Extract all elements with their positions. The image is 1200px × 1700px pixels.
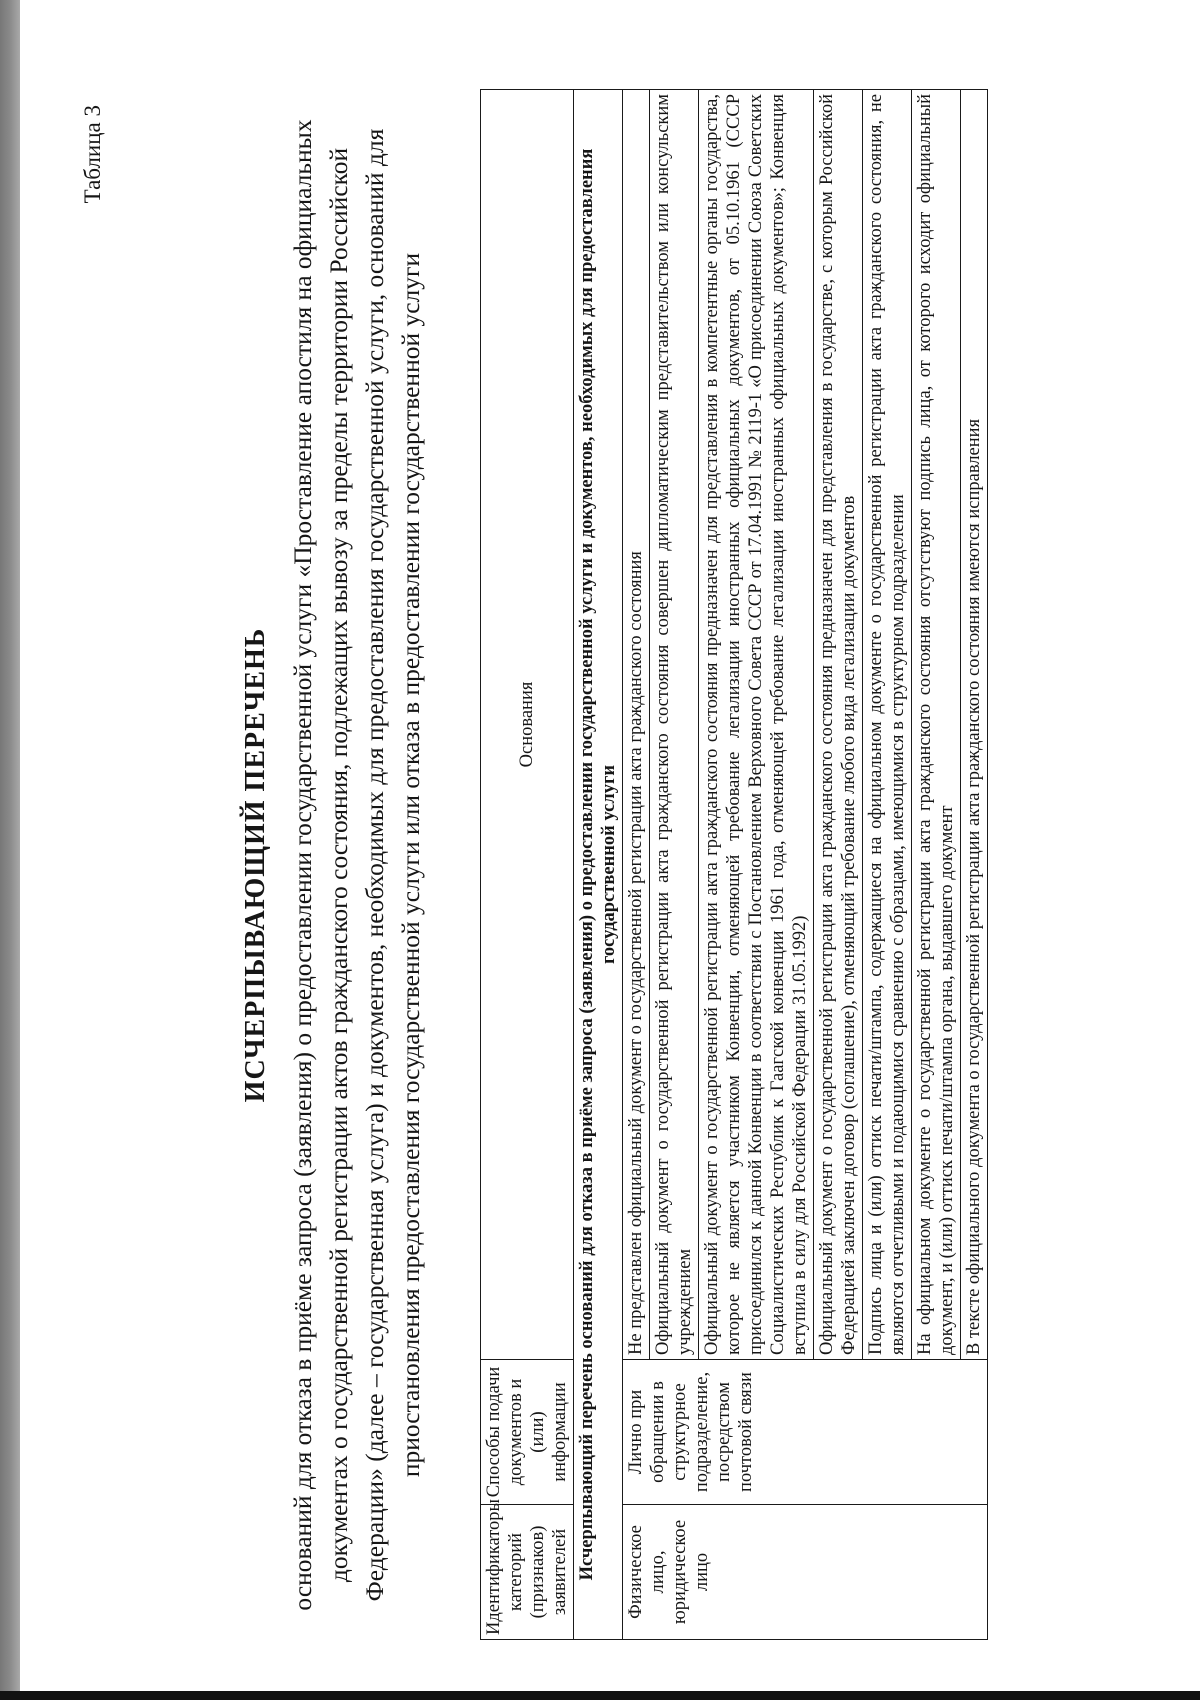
ground-item: Официальный документ о государственной регистрации акта гражданского состояния предназначен для представления в компетентные органы государства, которое не является участником Конвенции, отменяющей требование легализации иностранных официальных документов, от 05.10.1961 (СССР присоединился к данной Конвенции в соответствии с Постановлением Верховного Совета СССР от 17.04.1991 № 2119-1 «О присоединении Союза Советских Социалистических Республик к Гаагской конвенции 1961 года, отменяющей требование легализации иностранных официальных документов»; Конвенция вступила в силу для Российской Федерации 31.05.1992) (699, 90, 814, 1360)
grounds-table (480, 89, 988, 1640)
ground-item: Подпись лица и (или) оттиск печати/штампа, содержащиеся на официальном документе о государственной регистрации акта гражданского состояния, не являются отчетливыми и подающимися сравнению с образцами, имеющимися в структурном подразделении (863, 90, 912, 1360)
ground-item: В тексте официального документа о государственной регистрации акта гражданского состояния имеются исправления (961, 90, 988, 1360)
table-header-row (481, 90, 574, 1640)
header-applicant-id: Идентификаторы категорий (признаков) заявителей (481, 1505, 574, 1640)
ground-item: На официальном документе о государственной регистрации акта гражданского состояния отсутствуют подпись лица, от которого исходит официальный документ, и (или) оттиск печати/штампа органа, выдавшего документ (912, 90, 961, 1360)
submission-method-cell: Лично при обращении в структурное подразделение, посредством почтовой связи (623, 1360, 988, 1505)
ground-item: Официальный документ о государственной регистрации акта гражданского состояния совершен дипломатическим представительством или консульским учреждением (650, 90, 699, 1360)
scanner-edge-left (0, 0, 20, 1700)
header-grounds: Основания (481, 90, 574, 1360)
ground-item: Официальный документ о государственной регистрации акта гражданского состояния предназначен для представления в государстве, с которым Российской Федерацией заключен договор (соглашение), отменяющий требование любого вида легализации документов (814, 90, 863, 1360)
header-submission-methods: Способы подачи документов и (или) информации (481, 1360, 574, 1505)
section-heading: Исчерпывающий перечень оснований для отказа в приёме запроса (заявления) о предоставлении государственной услуги и документов, необходимых для предоставления государственной услуги (574, 90, 623, 1640)
table-number-label: Таблица 3 (80, 105, 105, 204)
applicant-category-cell: Физическое лицо, юридическое лицо (623, 1505, 988, 1640)
document-title: ИСЧЕРПЫВАЮЩИЙ ПЕРЕЧЕНЬ (240, 627, 271, 1103)
scanner-edge-bottom (0, 1691, 1200, 1700)
ground-item: Не представлен официальный документ о государственной регистрации акта гражданского состояния (623, 90, 650, 1360)
document-subtitle: оснований для отказа в приёме запроса (заявления) о предоставлении государственной услуги «Проставление апостиля на официальных документах о государственной регистрации актов гражданского состояния, подлежащих вывозу за пределы территории Российской Федерации» (далее – государственная услуга) и документов, необходимых для предоставления государственной услуги, оснований для приостановления предоставления государственной услуги или отказа в предоставлении государственной услуги (288, 119, 425, 1611)
rotated-document-page (80, 85, 1170, 1645)
table-row (623, 90, 650, 1640)
section-heading-row (574, 90, 623, 1640)
